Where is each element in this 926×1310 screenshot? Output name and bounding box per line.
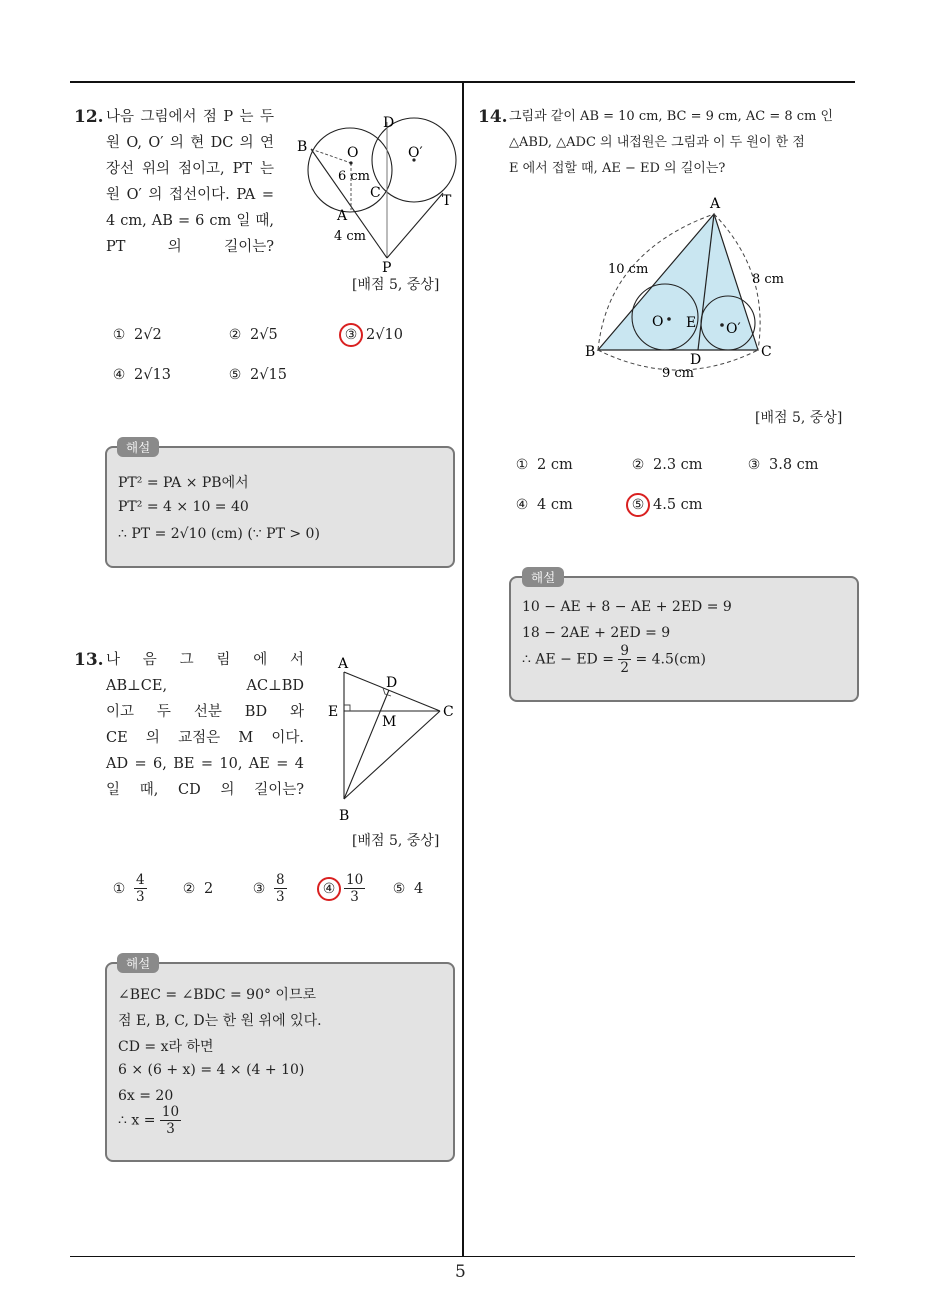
q14-solution-label: 해설 [522,567,564,587]
fig-label: C [443,704,454,720]
fig-label: O [652,314,664,330]
right-angle-e [344,705,350,711]
center-o-dot [349,161,352,164]
column-divider [462,82,464,1257]
q14-tag: [배점 5, 중상] [755,410,843,426]
q12-number: 12. [74,107,104,127]
q13-choice-4[interactable]: ④ $\frac{10}{3}$ [322,872,364,905]
fig-label: T [442,193,452,209]
fig-label: E [686,315,697,331]
q13-line: CE 의 교점은 M 이다. [106,730,304,746]
solution-line-final: ∴ AE − ED = $\frac{9}{2}$ = 4.5(cm) [522,643,706,676]
footer-rule [70,1256,855,1257]
q13-tag: [배점 5, 중상] [352,833,440,849]
q14-choice-5[interactable]: ⑤ 4.5 cm [631,497,703,513]
fig-label: A [337,208,348,224]
solution-line: 10 − AE + 8 − AE + 2ED = 9 [522,599,732,615]
page-number: 5 [455,1262,466,1282]
q13-choice-1[interactable]: ① $\frac{4}{3}$ [112,872,145,905]
q14-line: E 에서 접할 때, AE − ED 의 길이는? [509,161,726,176]
fig-label: O [347,145,359,161]
fig-label: A [338,656,349,672]
q12-text [106,104,274,260]
q14-choice-4[interactable]: ④ 4 cm [515,497,573,513]
solution-line: ∴ PT = 2√10 (cm) (∵ PT > 0) [118,526,320,542]
q14-figure [580,192,795,384]
fig-label: O′ [726,321,741,337]
q12-choice-3[interactable]: ③ 2√10 [344,327,403,343]
q13-figure [322,654,462,826]
q12-line: 장선 위의 점이고, PT 는 [106,161,274,177]
fig-label: B [339,808,350,824]
q14-choice-3[interactable]: ③ 3.8 cm [747,457,819,473]
fig-label: D [690,352,702,368]
fig-label: D [386,675,398,691]
q12-choice-1[interactable]: ① 2√2 [112,327,162,343]
q14-choice-2[interactable]: ② 2.3 cm [631,457,703,473]
fig-label: A [710,196,721,212]
q12-solution-label: 해설 [117,437,159,457]
q12-line: 나음 그림에서 점 P 는 두 [106,109,274,125]
q12-line: PT 의 길이는? [106,239,274,255]
q14-line: 그림과 같이 AB = 10 cm, BC = 9 cm, AC = 8 cm 인 [509,109,834,124]
q12-choice-5[interactable]: ⑤ 2√15 [228,367,287,383]
solution-line: 18 − 2AE + 2ED = 9 [522,625,671,641]
q13-line: 나 음 그 림 에 서 [106,652,304,668]
q12-choice-2[interactable]: ② 2√5 [228,327,278,343]
fig-label: 6 cm [338,169,371,184]
fig-label: P [382,260,392,276]
q13-text [106,647,304,803]
solution-line: 점 E, B, C, D는 한 원 위에 있다. [118,1013,322,1029]
q14-text [509,104,855,182]
center-o-prime-dot [720,323,724,327]
q14-number: 14. [478,107,508,127]
line-bd [344,690,389,799]
answer-mark-circle [317,877,341,901]
fig-label: 8 cm [752,272,785,287]
q12-line: 원 O′ 의 접선이다. PA = [106,187,274,203]
q13-line: 이고 두 선분 BD 와 [106,704,304,720]
q12-figure [290,108,462,278]
q12-choice-4[interactable]: ④ 2√13 [112,367,171,383]
solution-line: ∠BEC = ∠BDC = 90° 이므로 [118,987,317,1003]
fig-label: 10 cm [608,262,649,277]
line-ob [311,149,351,163]
answer-mark-circle [339,323,363,347]
center-o-dot [667,317,671,321]
solution-line-final: ∴ x = $\frac{10}{3}$ [118,1104,180,1137]
fig-label: B [297,139,308,155]
fig-label: B [585,344,596,360]
q14-line: △ABD, △ADC 의 내접원은 그림과 이 두 원이 한 점 [509,135,805,150]
q12-line: 4 cm, AB = 6 cm 일 때, [106,213,274,229]
solution-line: CD = x라 하면 [118,1039,214,1055]
solution-line: 6x = 20 [118,1088,174,1104]
fig-label: O′ [408,145,423,161]
fig-label: 9 cm [662,366,695,381]
fig-label: E [328,704,339,720]
q13-line: AB⊥CE, AC⊥BD [106,678,304,694]
line-pt [387,193,443,258]
fig-label: C [761,344,772,360]
q14-choice-1[interactable]: ① 2 cm [515,457,573,473]
q13-solution-label: 해설 [117,953,159,973]
answer-mark-circle [626,493,650,517]
solution-line: PT² = 4 × 10 = 40 [118,499,249,515]
q13-choice-3[interactable]: ③ $\frac{8}{3}$ [252,872,285,905]
fig-label: D [383,115,395,131]
fig-label: 4 cm [334,229,367,244]
q13-choice-2[interactable]: ② 2 [182,881,214,897]
q13-line: AD = 6, BE = 10, AE = 4 [106,756,304,772]
q12-line: 원 O, O′ 의 현 DC 의 연 [106,135,274,151]
solution-line: PT² = PA × PB에서 [118,475,249,491]
q13-number: 13. [74,650,104,670]
fig-label: C [370,185,381,201]
q13-line: 일 때, CD 의 길이는? [106,782,304,798]
fig-label: M [382,714,397,730]
q12-tag: [배점 5, 중상] [352,277,440,293]
q13-choice-5[interactable]: ⑤ 4 [392,881,424,897]
solution-line: 6 × (6 + x) = 4 × (4 + 10) [118,1062,305,1078]
